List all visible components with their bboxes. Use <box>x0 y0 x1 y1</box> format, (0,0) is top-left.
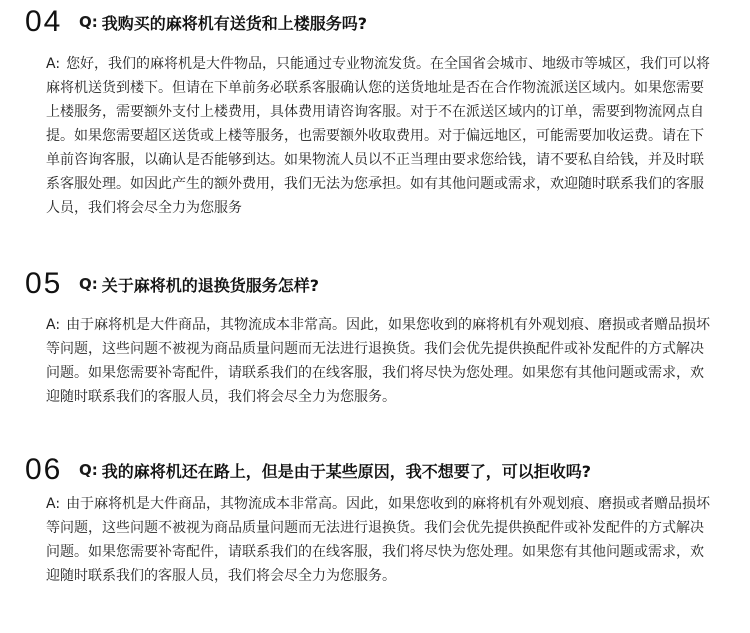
answer-text: 您好，我们的麻将机是大件物品，只能通过专业物流发货。在全国省会城市、地级市等城区，我们可以将麻将机送货到楼下。但请在下单前务必联系客服确认您的送货地址是否在合作物流派送区域内。如果您需要上楼服务，需要额外支付上楼费用，具体费用请咨询客服。对于不在派送区域内的订单，需要到物流网点自提。如果您需要超区送货或上楼等服务，也需要额外收取费用。对于偏远地区，可能需要加收运费。请在下单前咨询客服，以确认是否能够到达。如果物流人员以不正当理由要求您给钱，请不要私自给钱，并及时联系客服处理。如因此产生的额外费用，我们无法为您承担。如有其他问题或需求，欢迎随时联系我们的客服人员，我们将会尽全力为您服务 <box>46 56 711 216</box>
question-prefix: Q: <box>79 461 98 479</box>
answer-block <box>46 492 712 588</box>
answer-prefix: A: <box>46 317 61 333</box>
question-number: 05 <box>25 267 63 300</box>
question-text: 我购买的麻将机有送货和上楼服务吗? <box>101 13 368 33</box>
question-row <box>25 450 591 490</box>
question-prefix: Q: <box>79 13 98 31</box>
answer-text: 由于麻将机是大件商品，其物流成本非常高。因此，如果您收到的麻将机有外观划痕、磨损或者赠品损坏等问题，这些问题不被视为商品质量问题而无法进行退换货。我们会优先提供换配件或补发配件的方式解决问题。如果您需要补寄配件，请联系我们的在线客服，我们将尽快为您处理。如果您有其他问题或需求，欢迎随时联系我们的客服人员，我们将会尽全力为您服务。 <box>46 317 711 405</box>
answer-prefix: A: <box>46 496 61 512</box>
answer-prefix: A: <box>46 56 61 72</box>
question-prefix: Q: <box>79 275 98 293</box>
question-text: 关于麻将机的退换货服务怎样? <box>101 275 320 295</box>
question-number: 06 <box>25 453 63 486</box>
answer-block <box>46 313 712 409</box>
answer-text: 由于麻将机是大件商品，其物流成本非常高。因此，如果您收到的麻将机有外观划痕、磨损或者赠品损坏等问题，这些问题不被视为商品质量问题而无法进行退换货。我们会优先提供换配件或补发配件的方式解决问题。如果您需要补寄配件，请联系我们的在线客服，我们将尽快为您处理。如果您有其他问题或需求，欢迎随时联系我们的客服人员，我们将会尽全力为您服务。 <box>46 496 711 584</box>
answer-block <box>46 52 712 220</box>
question-row <box>25 264 319 304</box>
question-number: 04 <box>25 5 63 38</box>
question-text: 我的麻将机还在路上，但是由于某些原因，我不想要了，可以拒收吗? <box>101 461 592 481</box>
question-row <box>25 2 367 42</box>
